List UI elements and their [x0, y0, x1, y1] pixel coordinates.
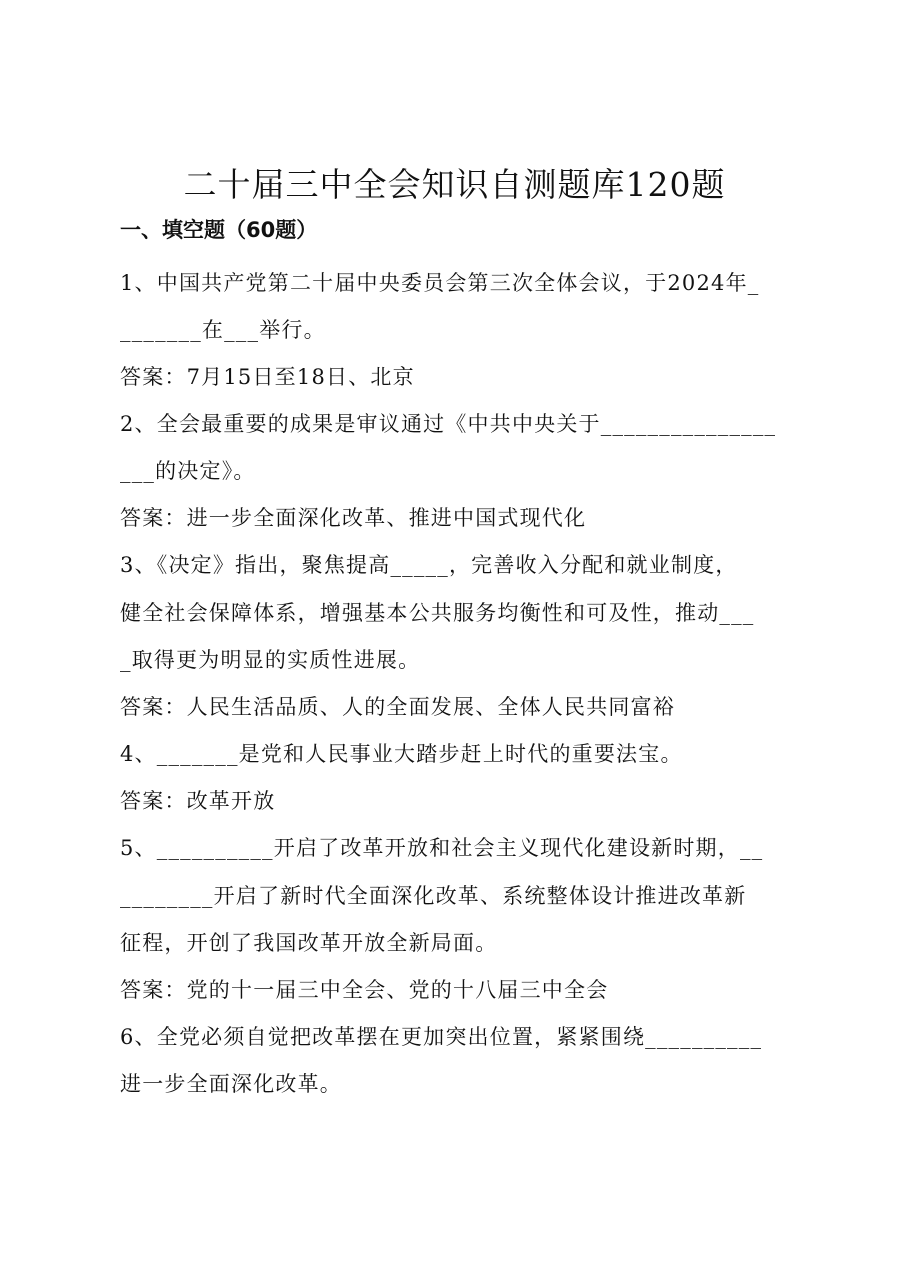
- text-line: 进一步全面深化改革。: [120, 1072, 342, 1096]
- text-line: 征程，开创了我国改革开放全新局面。: [120, 931, 498, 955]
- answer-line: 答案：进一步全面深化改革、推进中国式现代化: [120, 506, 587, 530]
- text-line: ________开启了新时代全面深化改革、系统整体设计推进改革新: [120, 884, 747, 908]
- text-line: _______在___举行。: [120, 318, 326, 342]
- answer-line: 答案：改革开放: [120, 789, 276, 813]
- text-line: ___的决定》。: [120, 459, 256, 483]
- text-line: 2、全会最重要的成果是审议通过《中共中央关于_______________: [120, 412, 777, 436]
- text-line: 健全社会保障体系，增强基本公共服务均衡性和可及性，推动___: [120, 601, 755, 625]
- text-line: 6、全党必须自觉把改革摆在更加突出位置，紧紧围绕__________: [120, 1025, 763, 1049]
- section-heading: 一、填空题（60题）: [120, 218, 318, 242]
- document-title: 二十届三中全会知识自测题库120题: [183, 165, 726, 204]
- text-line: _取得更为明显的实质性进展。: [120, 648, 421, 672]
- answer-line: 答案：人民生活品质、人的全面发展、全体人民共同富裕: [120, 695, 675, 719]
- text-line: 3、《决定》指出，聚焦提高_____，完善收入分配和就业制度，: [120, 553, 738, 577]
- answer-line: 答案：7月15日至18日、北京: [120, 365, 415, 389]
- answer-line: 答案：党的十一届三中全会、党的十八届三中全会: [120, 978, 609, 1002]
- text-line: 5、__________开启了改革开放和社会主义现代化建设新时期，__: [120, 836, 764, 860]
- text-line: 1、中国共产党第二十届中央委员会第三次全体会议，于2024年_: [120, 271, 760, 295]
- text-line: 4、_______是党和人民事业大踏步赶上时代的重要法宝。: [120, 742, 683, 766]
